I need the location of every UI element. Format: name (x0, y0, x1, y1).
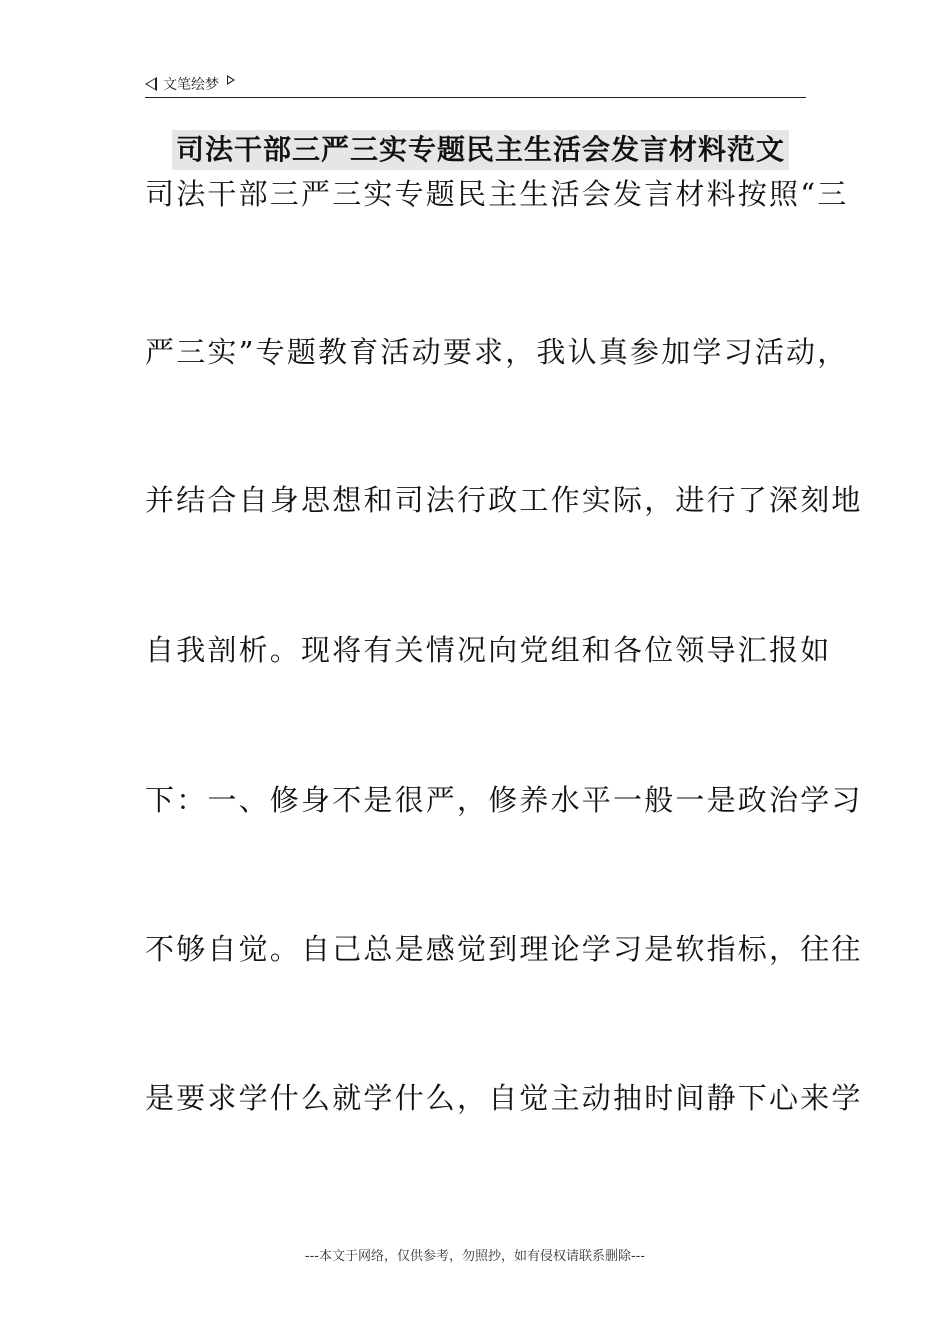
body-line-4: 自我剖析。现将有关情况向党组和各位领导汇报如 (145, 633, 832, 667)
header-divider (145, 97, 806, 98)
body-line-3: 并结合自身思想和司法行政工作实际，进行了深刻地 (145, 483, 863, 517)
footer-notice: ---本文于网络，仅供参考，勿照抄，如有侵权请联系删除--- (304, 1249, 646, 1264)
body-line-7: 是要求学什么就学什么，自觉主动抽时间静下心来学 (145, 1081, 863, 1115)
body-line-2: 严三实”专题教育活动要求，我认真参加学习活动， (145, 335, 849, 369)
document-title: 司法干部三严三实专题民主生活会发言材料范文 (172, 130, 789, 170)
triangle-right-icon (227, 75, 235, 85)
page-header (145, 72, 235, 96)
body-line-6: 不够自觉。自己总是感觉到理论学习是软指标，往往 (145, 932, 863, 966)
header-title: 文笔绘梦 (163, 77, 219, 93)
triangle-left-icon (145, 77, 157, 91)
body-line-5: 下：一、修身不是很严，修养水平一般一是政治学习 (145, 783, 863, 817)
body-line-1: 司法干部三严三实专题民主生活会发言材料按照“三 (145, 177, 849, 211)
